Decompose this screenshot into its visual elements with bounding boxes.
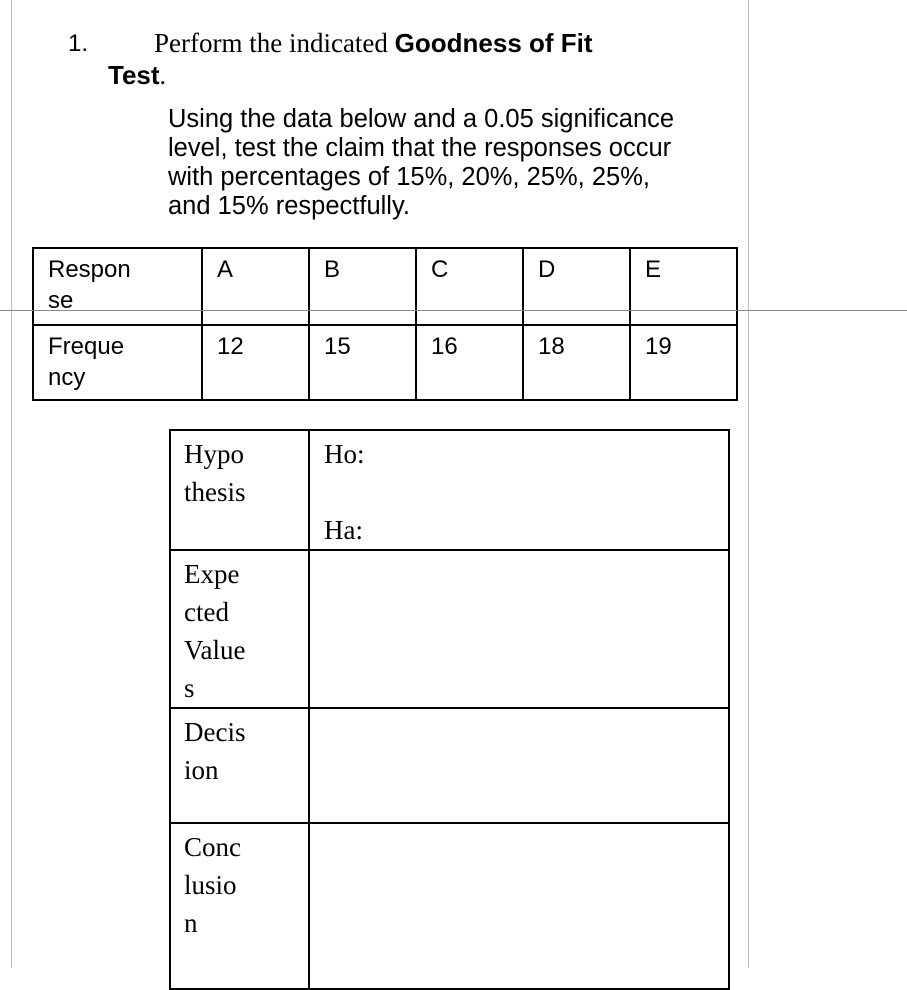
- question-intro: Perform the indicated Goodness of Fit: [154, 28, 593, 58]
- conclusion-answer-cell[interactable]: [309, 823, 729, 989]
- decision-answer-cell[interactable]: [309, 708, 729, 823]
- category-cell: C: [416, 248, 523, 325]
- page-guide-line: [0, 310, 907, 311]
- frequency-table: [32, 247, 738, 401]
- response-row: [33, 248, 737, 325]
- category-cell: D: [523, 248, 630, 325]
- hypothesis-row: [170, 430, 729, 550]
- frequency-cell: 15: [309, 325, 416, 400]
- hypothesis-answer-cell[interactable]: [309, 430, 729, 550]
- category-cell: A: [202, 248, 309, 325]
- frequency-cell: 18: [523, 325, 630, 400]
- null-hypothesis-label: Ho:: [324, 439, 365, 469]
- expected-values-answer-cell[interactable]: [309, 550, 729, 708]
- question-number: 1.: [68, 30, 89, 57]
- decision-row: [170, 708, 729, 823]
- alt-hypothesis-label: Ha:: [324, 515, 363, 545]
- expected-values-row: [170, 550, 729, 708]
- frequency-header-cell: Freque ncy: [33, 325, 202, 400]
- question-instructions: Using the data below and a 0.05 significance level, test the claim that the responses occur with percentages of 15%, 20%, 25%, 25%, and 15% respectfully.: [168, 105, 675, 220]
- frequency-cell: 16: [416, 325, 523, 400]
- frequency-cell: 12: [202, 325, 309, 400]
- category-cell: B: [309, 248, 416, 325]
- frequency-row: [33, 325, 737, 400]
- conclusion-label: Conc lusio n: [170, 823, 309, 989]
- frequency-cell: 19: [630, 325, 737, 400]
- category-cell: E: [630, 248, 737, 325]
- expected-values-label: Expe cted Value s: [170, 550, 309, 708]
- answer-table: [169, 429, 730, 990]
- conclusion-row: [170, 823, 729, 989]
- response-header-cell: Respon se: [33, 248, 202, 325]
- decision-label: Decis ion: [170, 708, 309, 823]
- hypothesis-label: Hypo thesis: [170, 430, 309, 550]
- question-title-continued: Test.: [108, 60, 167, 90]
- question-title-bold: Goodness of Fit: [394, 28, 593, 58]
